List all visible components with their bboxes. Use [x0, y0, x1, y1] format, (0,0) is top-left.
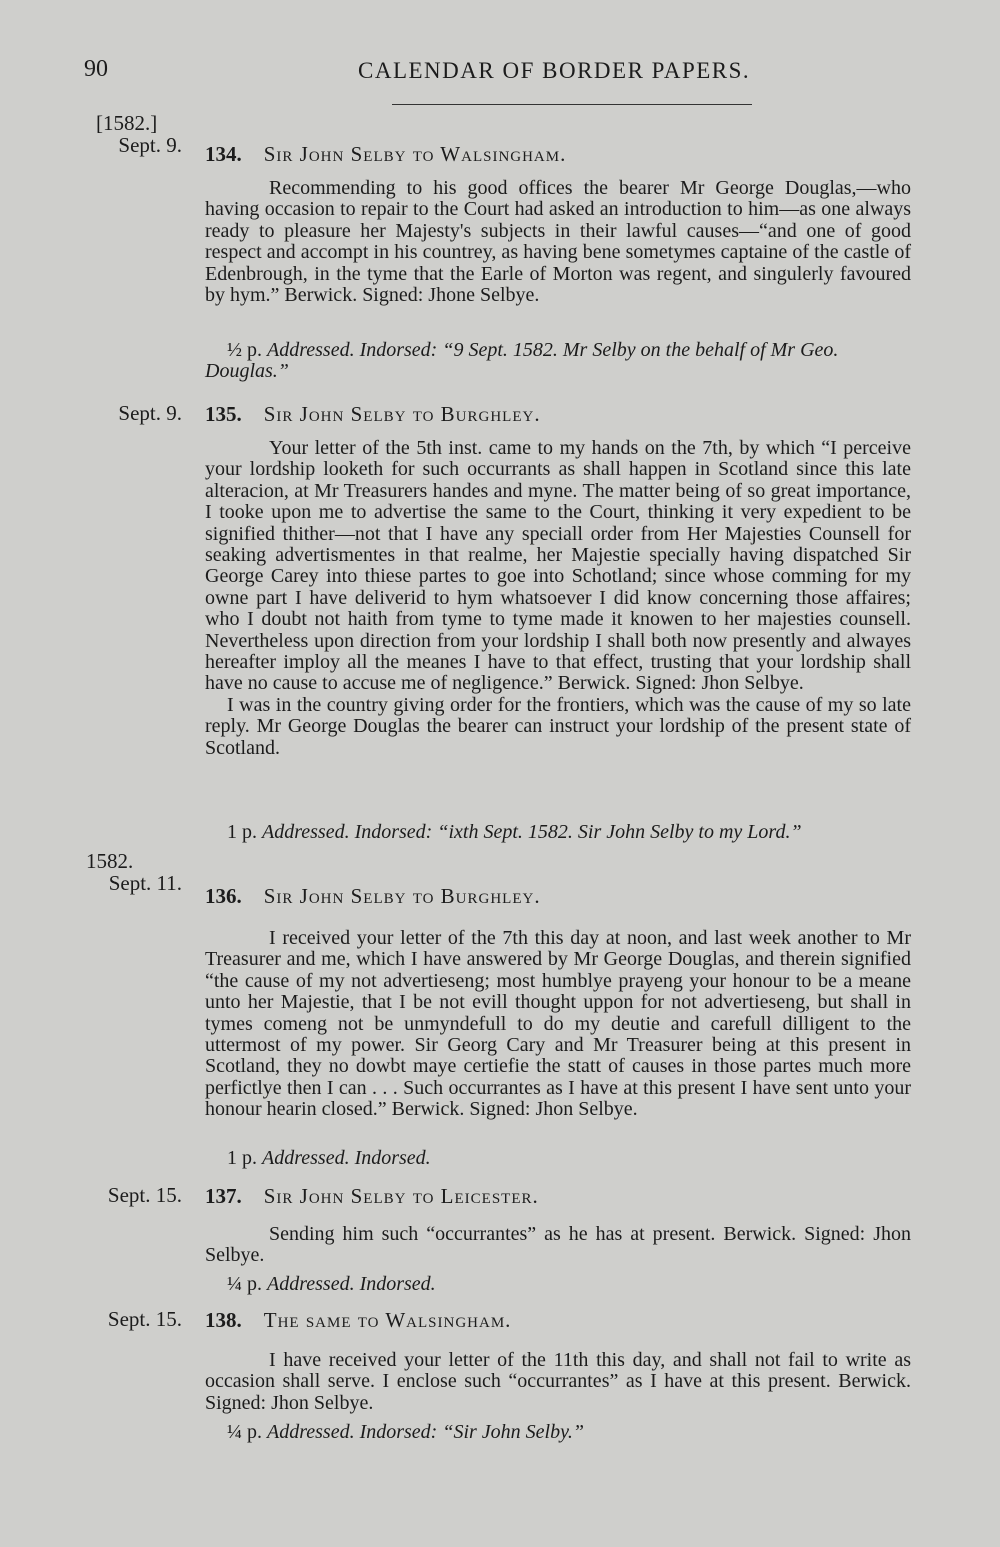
entry-date: Sept. 9. [118, 401, 182, 425]
entry-number: 135. [205, 402, 242, 426]
entry-note [205, 1148, 911, 1169]
page-number: 90 [84, 56, 108, 82]
entry-title-text: Sir John Selby to Leicester. [263, 1184, 539, 1208]
entry-note [205, 340, 911, 383]
entry-title [205, 1308, 511, 1333]
entry-body [205, 1224, 911, 1267]
running-head: CALENDAR OF BORDER PAPERS. [358, 58, 751, 83]
entry-date: Sept. 15. [107, 1183, 182, 1207]
entry-body [205, 178, 911, 306]
entry-number: 134. [205, 142, 242, 166]
entry-margin [0, 1308, 182, 1330]
entry-title-text: The same to Walsingham. [263, 1308, 512, 1332]
note-size: ½ p. [227, 339, 262, 361]
entry-title-text: Sir John Selby to Walsingham. [263, 142, 567, 166]
entry-margin [0, 1184, 182, 1206]
entry-note [205, 1274, 911, 1295]
entry-title-text: Sir John Selby to Burghley. [263, 884, 541, 908]
header-rule [392, 104, 752, 105]
note-text: Addressed. Indorsed. [267, 1273, 436, 1295]
entry-title [205, 142, 566, 167]
note-size: ¼ p. [227, 1273, 262, 1295]
note-size: 1 p. [227, 821, 257, 843]
note-text: Addressed. Indorsed: “Sir John Selby.” [267, 1421, 585, 1443]
entry-margin [0, 850, 182, 894]
entry-margin [0, 402, 182, 424]
entry-date: Sept. 9. [118, 133, 182, 157]
entry-body [205, 1350, 911, 1414]
entry-paragraph: I received your letter of the 7th this day at noon, and last week another to Mr Treasurer and me, which I have answered by Mr George Douglas, and therein signified “the cause of my not advertieseng; most humblye prayeng your honour to be a meane unto her Majestie, that I be not evill thought uppon for not advertieseng, but shall in tymes comeng not be unmyndefull to do my deutie and carefull dilligent to the uttermost of my power. Sir Georg Cary and Mr Treasurer being at this present in Scotland, they no dowbt maye certiefie the statt of causes in those partes much more perfictlye then I can . . . Such occurrantes as I have at this present I have sent unto your honour hearin closed.” Berwick. Signed: Jhon Selbye. [205, 927, 911, 1121]
note-size: 1 p. [227, 1147, 257, 1169]
entry-body [205, 928, 911, 1121]
entry-title [205, 884, 541, 909]
entry-paragraph: Sending him such “occurrantes” as he has at present. Berwick. Signed: Jhon Selbye. [205, 1223, 911, 1267]
entry-paragraph: I was in the country giving order for the frontiers, which was the cause of my so late reply. Mr George Douglas the bearer can instruct your lordship of the present state of Scotland. [205, 693, 911, 759]
entry-paragraph: Your letter of the 5th inst. came to my hands on the 7th, by which “I perceive your lordship looketh for such occurrants as shall happen in Scotland since this late alteracion, at Mr Treasurers handes and myne. The matter being of so great importance, I tooke upon me to advertise the same to the Court, thinking it very expedient to be signified thither—not that I have any speciall order from Her Majesties Counsell for seaking advertismentes in that realme, her Majestie specially having dispatched Sir George Carey into thiese partes to goe into Schotland; since whose comming for my owne part I have deliverid to hym whatsoever I did know concerning those affaires; who I doubt not haith from tyme to tyme made it knowen to her majesties counsell. Nevertheless upon direction from your lordship I shall both now presently and alwayes hereafter imploy all the meanes I have to that effect, trusting that your lordship shall have no cause to accuse me of negligence.” Berwick. Signed: Jhon Selbye. [205, 437, 911, 695]
note-text: Addressed. Indorsed: “9 Sept. 1582. Mr Selby on the behalf of Mr Geo. Douglas.” [205, 339, 839, 383]
entry-number: 136. [205, 884, 242, 908]
entry-paragraph: I have received your letter of the 11th this day, and shall not fail to write as occasion shall serve. I enclose such “occurrantes” as I have at this present. Berwick. Signed: Jhon Selbye. [205, 1349, 911, 1414]
entry-note [205, 1422, 911, 1443]
entry-year: [1582.] [96, 111, 158, 135]
entry-title [205, 1184, 539, 1209]
entry-title [205, 402, 541, 427]
page-header [0, 52, 1000, 112]
entry-note [205, 822, 911, 843]
entry-year: 1582. [86, 849, 134, 873]
entry-number: 138. [205, 1308, 242, 1332]
entry-body [205, 438, 911, 759]
entry-margin [0, 112, 182, 156]
entry-title-text: Sir John Selby to Burghley. [263, 402, 541, 426]
entry-paragraph: Recommending to his good offices the bearer Mr George Douglas,—who having occasion to repair to the Court had asked an introduction to him—as one always ready to pleasure her Majesty's subjects in their lawful causes—“and one of good respect and accompt in his countrey, as having bene sometymes captaine of the castle of Edenbrough, in the tyme that the Earle of Morton was regent, and singulerly favoured by hym.” Berwick. Signed: Jhone Selbye. [205, 177, 911, 307]
note-text: Addressed. Indorsed. [262, 1147, 431, 1169]
note-size: ¼ p. [227, 1421, 262, 1443]
entry-date: Sept. 15. [107, 1307, 182, 1331]
note-text: Addressed. Indorsed: “ixth Sept. 1582. Sir John Selby to my Lord.” [262, 821, 802, 843]
entry-number: 137. [205, 1184, 242, 1208]
entry-date: Sept. 11. [108, 871, 182, 895]
